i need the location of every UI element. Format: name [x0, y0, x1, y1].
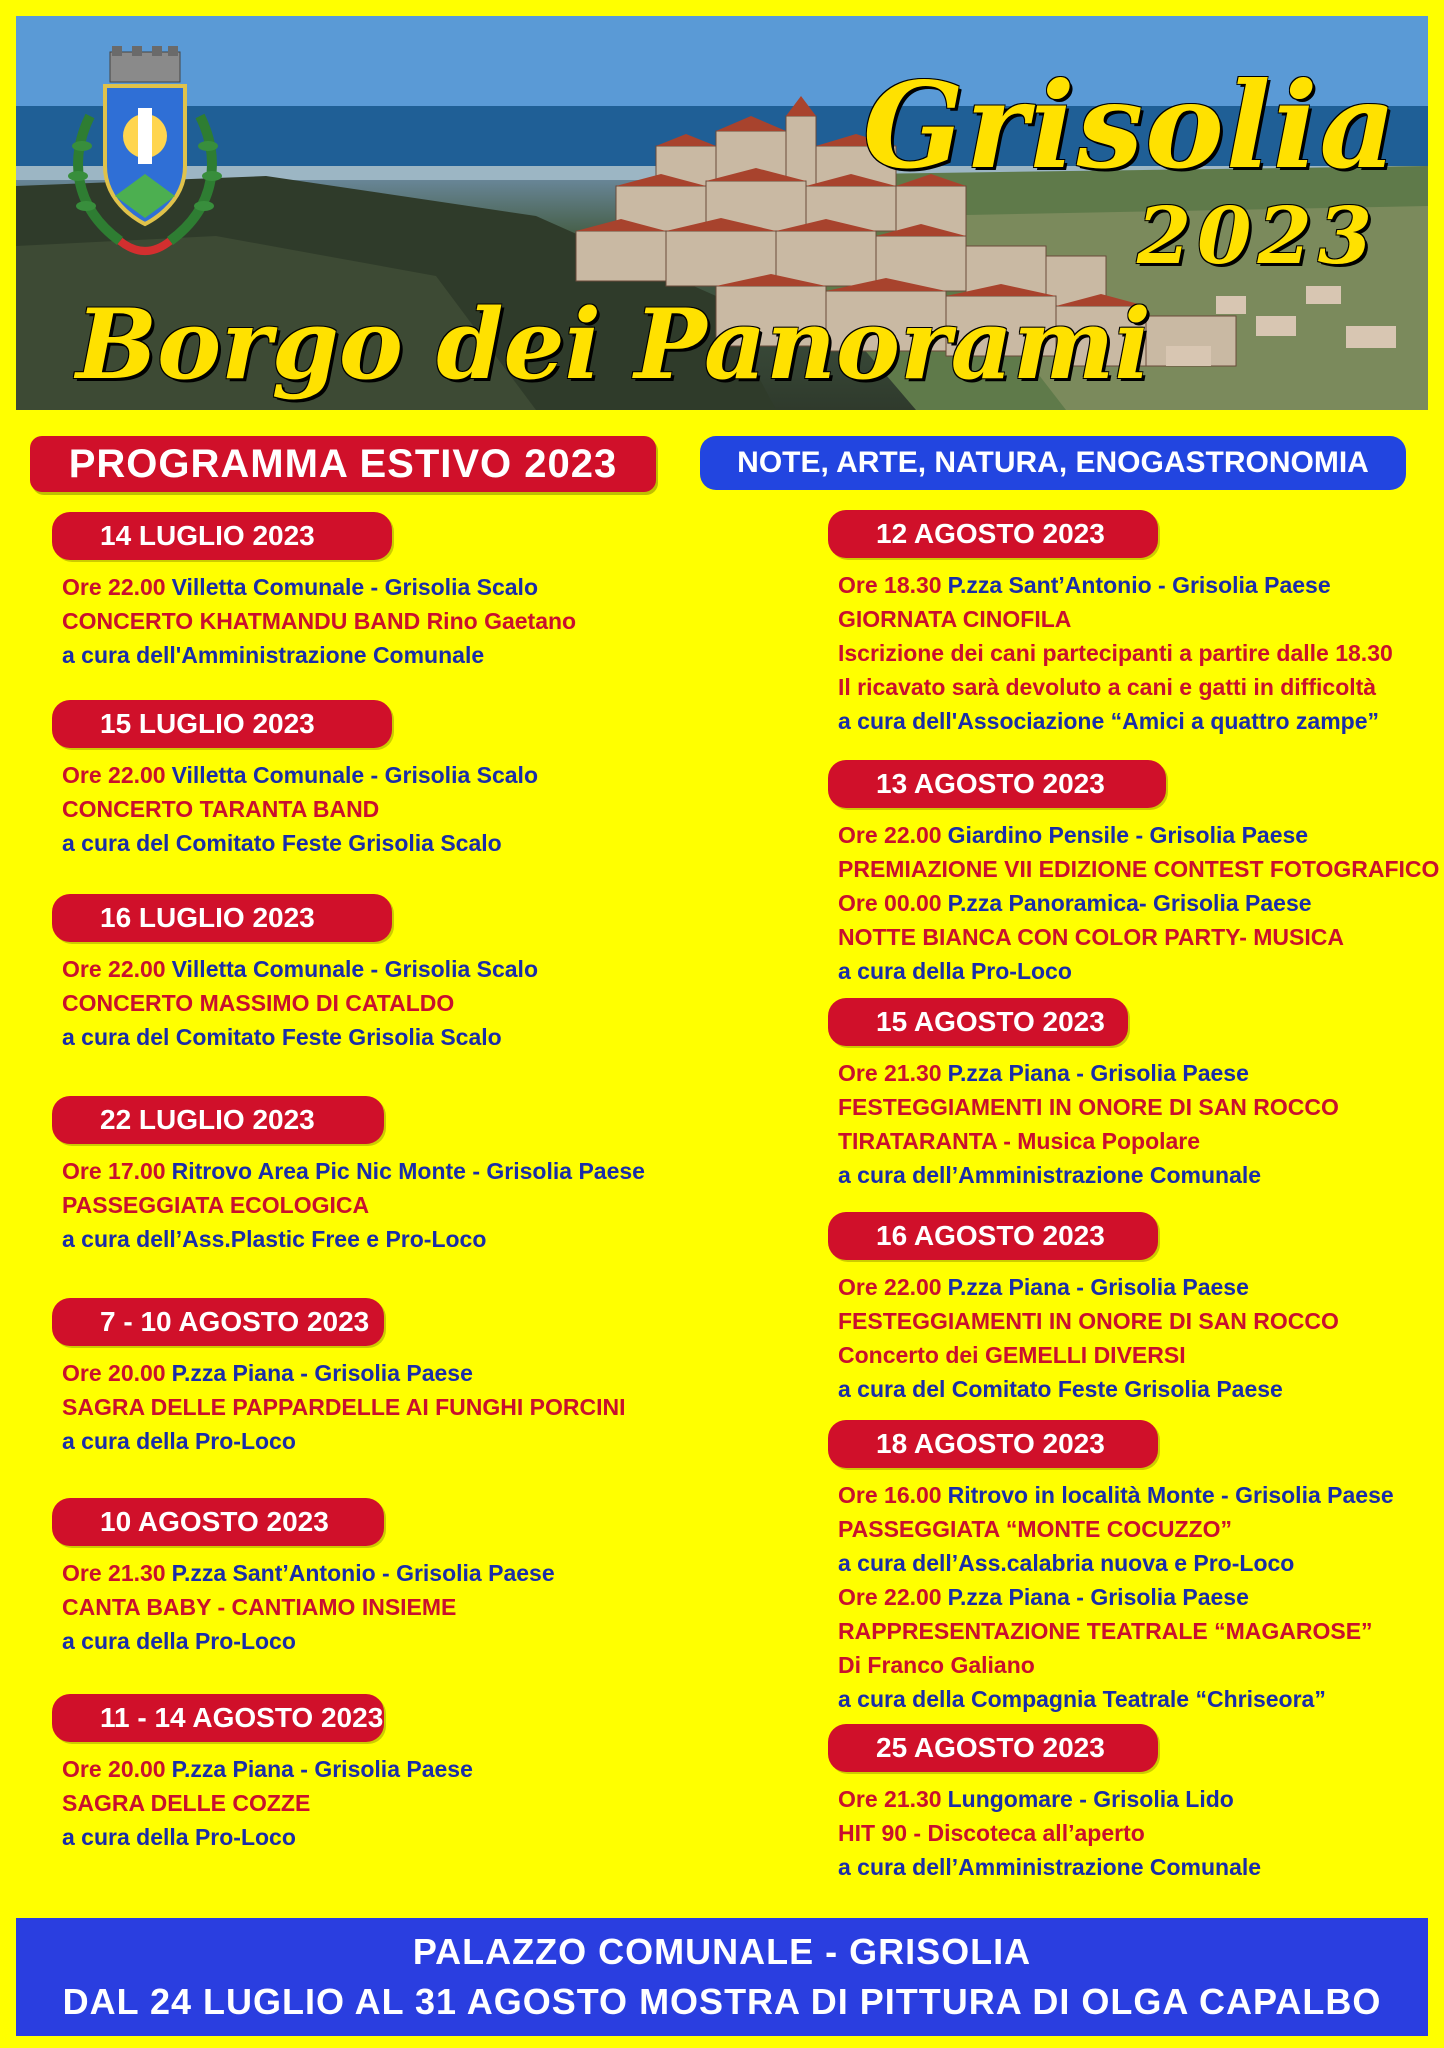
event-line	[838, 1478, 1394, 1512]
event-date: 16 LUGLIO 2023	[52, 894, 392, 942]
event-text: FESTEGGIAMENTI IN ONORE DI SAN ROCCO	[838, 1094, 1339, 1120]
town-title: Grisolia	[862, 56, 1398, 195]
event-line	[838, 1090, 1339, 1124]
left-event-3	[52, 1096, 645, 1256]
event-line	[62, 1786, 473, 1820]
program-title: PROGRAMMA ESTIVO 2023	[30, 436, 656, 492]
event-text: CANTA BABY - CANTIAMO INSIEME	[62, 1594, 457, 1620]
event-text: P.zza Piana - Grisolia Paese	[947, 1060, 1249, 1086]
event-text: RAPPRESENTAZIONE TEATRALE “MAGAROSE”	[838, 1618, 1373, 1644]
event-line	[62, 1556, 555, 1590]
event-time: Ore 21.30	[838, 1060, 942, 1086]
event-line	[62, 1590, 555, 1624]
event-line	[62, 1356, 626, 1390]
event-text: P.zza Piana - Grisolia Paese	[171, 1360, 473, 1386]
event-time: Ore 22.00	[838, 822, 942, 848]
event-line	[62, 1222, 645, 1256]
event-details	[828, 1478, 1394, 1716]
event-line	[838, 1648, 1394, 1682]
event-text: Ritrovo in località Monte - Grisolia Paese	[947, 1482, 1394, 1508]
left-event-4	[52, 1298, 626, 1458]
event-text: SAGRA DELLE COZZE	[62, 1790, 311, 1816]
event-time: Ore 22.00	[62, 574, 166, 600]
event-text: a cura dell’Ass.calabria nuova e Pro-Loco	[838, 1550, 1295, 1576]
event-line	[838, 1580, 1394, 1614]
event-line	[838, 1338, 1339, 1372]
event-time: Ore 16.00	[838, 1482, 942, 1508]
event-text: PREMIAZIONE VII EDIZIONE CONTEST FOTOGRAFICO	[838, 856, 1440, 882]
municipal-crest-icon	[60, 46, 230, 266]
left-event-1	[52, 700, 538, 860]
event-text: a cura dell’Ass.Plastic Free e Pro-Loco	[62, 1226, 487, 1252]
event-line	[62, 1424, 626, 1458]
event-text: P.zza Piana - Grisolia Paese	[947, 1584, 1249, 1610]
event-line	[62, 638, 576, 672]
event-text: Concerto dei GEMELLI DIVERSI	[838, 1342, 1186, 1368]
event-details	[52, 952, 538, 1054]
event-text: a cura del Comitato Feste Grisolia Scalo	[62, 830, 502, 856]
event-text: Di Franco Galiano	[838, 1652, 1035, 1678]
event-details	[52, 758, 538, 860]
event-text: CONCERTO TARANTA BAND	[62, 796, 380, 822]
right-event-4	[828, 1420, 1394, 1716]
event-date: 12 AGOSTO 2023	[828, 510, 1158, 558]
event-text: a cura del Comitato Feste Grisolia Paese	[838, 1376, 1283, 1402]
event-date: 25 AGOSTO 2023	[828, 1724, 1158, 1772]
event-time: Ore 22.00	[838, 1274, 942, 1300]
event-line	[62, 1624, 555, 1658]
slogan-title: Borgo dei Panorami	[76, 288, 1151, 401]
event-details	[52, 1154, 645, 1256]
event-line	[62, 758, 538, 792]
header-banner	[16, 16, 1428, 410]
event-time: Ore 21.30	[62, 1560, 166, 1586]
event-text: a cura della Pro-Loco	[62, 1628, 296, 1654]
event-text: a cura dell'Amministrazione Comunale	[62, 642, 485, 668]
event-text: a cura dell'Associazione “Amici a quattro zampe”	[838, 708, 1380, 734]
event-line	[838, 1850, 1261, 1884]
event-line	[62, 1820, 473, 1854]
event-text: Il ricavato sarà devoluto a cani e gatti in difficoltà	[838, 674, 1377, 700]
event-time: Ore 21.30	[838, 1786, 942, 1812]
event-text: CONCERTO MASSIMO DI CATALDO	[62, 990, 455, 1016]
event-line	[838, 636, 1393, 670]
event-line	[838, 568, 1393, 602]
event-text: a cura della Pro-Loco	[62, 1428, 296, 1454]
event-text: P.zza Piana - Grisolia Paese	[171, 1756, 473, 1782]
footer-banner	[16, 1918, 1428, 2036]
right-event-3	[828, 1212, 1339, 1406]
event-text: PASSEGGIATA ECOLOGICA	[62, 1192, 370, 1218]
event-line	[838, 1158, 1339, 1192]
event-line	[62, 1390, 626, 1424]
event-details	[52, 1356, 626, 1458]
event-text: a cura dell’Amministrazione Comunale	[838, 1162, 1262, 1188]
event-text: a cura del Comitato Feste Grisolia Scalo	[62, 1024, 502, 1050]
event-details	[828, 568, 1393, 738]
event-date: 13 AGOSTO 2023	[828, 760, 1166, 808]
event-text: Villetta Comunale - Grisolia Scalo	[171, 762, 538, 788]
event-text: PASSEGGIATA “MONTE COCUZZO”	[838, 1516, 1232, 1542]
event-date: 11 - 14 AGOSTO 2023	[52, 1694, 384, 1742]
event-line	[838, 1304, 1339, 1338]
event-text: Villetta Comunale - Grisolia Scalo	[171, 574, 538, 600]
event-text: SAGRA DELLE PAPPARDELLE AI FUNGHI PORCINI	[62, 1394, 626, 1420]
footer-exhibition: DAL 24 LUGLIO AL 31 AGOSTO MOSTRA DI PITTURA DI OLGA CAPALBO	[62, 1981, 1382, 2022]
right-event-2	[828, 998, 1339, 1192]
event-text: HIT 90 - Discoteca all’aperto	[838, 1820, 1145, 1846]
event-text: a cura della Pro-Loco	[62, 1824, 296, 1850]
event-line	[838, 670, 1393, 704]
event-line	[838, 852, 1439, 886]
event-date: 7 - 10 AGOSTO 2023	[52, 1298, 384, 1346]
right-event-1	[828, 760, 1439, 988]
event-line	[838, 886, 1439, 920]
right-event-5	[828, 1724, 1261, 1884]
event-line	[62, 570, 576, 604]
event-text: Ritrovo Area Pic Nic Monte - Grisolia Paese	[171, 1158, 645, 1184]
event-text: a cura della Compagnia Teatrale “Chriseora”	[838, 1686, 1326, 1712]
event-time: Ore 22.00	[62, 956, 166, 982]
event-text: TIRATARANTA - Musica Popolare	[838, 1128, 1201, 1154]
event-text: a cura dell’Amministrazione Comunale	[838, 1854, 1262, 1880]
event-date: 14 LUGLIO 2023	[52, 512, 392, 560]
event-text: a cura della Pro-Loco	[838, 958, 1072, 984]
event-text: P.zza Sant’Antonio - Grisolia Paese	[947, 572, 1331, 598]
event-line	[62, 1020, 538, 1054]
event-date: 16 AGOSTO 2023	[828, 1212, 1158, 1260]
left-event-5	[52, 1498, 555, 1658]
event-time: Ore 22.00	[838, 1584, 942, 1610]
event-text: Giardino Pensile - Grisolia Paese	[947, 822, 1309, 848]
event-text: CONCERTO KHATMANDU BAND Rino Gaetano	[62, 608, 577, 634]
event-details	[828, 1056, 1339, 1192]
right-event-0	[828, 510, 1393, 738]
event-line	[62, 1752, 473, 1786]
event-line	[838, 1056, 1339, 1090]
left-event-2	[52, 894, 538, 1054]
left-event-6	[52, 1694, 473, 1854]
event-line	[62, 1154, 645, 1188]
event-line	[838, 1372, 1339, 1406]
event-line	[838, 704, 1393, 738]
left-event-0	[52, 512, 576, 672]
event-line	[838, 920, 1439, 954]
event-text: P.zza Sant’Antonio - Grisolia Paese	[171, 1560, 555, 1586]
event-line	[62, 986, 538, 1020]
event-text: Iscrizione dei cani partecipanti a partire dalle 18.30	[838, 640, 1393, 666]
event-time: Ore 20.00	[62, 1756, 166, 1782]
event-line	[62, 604, 576, 638]
event-line	[838, 1512, 1394, 1546]
event-line	[62, 826, 538, 860]
themes-title: NOTE, ARTE, NATURA, ENOGASTRONOMIA	[700, 436, 1406, 490]
event-line	[838, 1124, 1339, 1158]
event-time: Ore 20.00	[62, 1360, 166, 1386]
event-details	[828, 1270, 1339, 1406]
event-text: Villetta Comunale - Grisolia Scalo	[171, 956, 538, 982]
event-text: P.zza Piana - Grisolia Paese	[947, 1274, 1249, 1300]
event-line	[838, 818, 1439, 852]
event-date: 15 LUGLIO 2023	[52, 700, 392, 748]
event-details	[52, 570, 576, 672]
event-line	[62, 1188, 645, 1222]
event-date: 15 AGOSTO 2023	[828, 998, 1128, 1046]
event-text: GIORNATA CINOFILA	[838, 606, 1072, 632]
event-line	[838, 1546, 1394, 1580]
event-time: Ore 17.00	[62, 1158, 166, 1184]
event-line	[838, 602, 1393, 636]
event-line	[838, 954, 1439, 988]
event-line	[838, 1614, 1394, 1648]
event-text: NOTTE BIANCA CON COLOR PARTY- MUSICA	[838, 924, 1344, 950]
event-line	[62, 952, 538, 986]
event-line	[838, 1782, 1261, 1816]
event-date: 10 AGOSTO 2023	[52, 1498, 384, 1546]
event-line	[838, 1270, 1339, 1304]
event-time: Ore 18.30	[838, 572, 942, 598]
event-line	[838, 1682, 1394, 1716]
year-title: 2023	[1136, 191, 1378, 282]
event-text: Lungomare - Grisolia Lido	[947, 1786, 1234, 1812]
event-date: 18 AGOSTO 2023	[828, 1420, 1158, 1468]
event-time: Ore 22.00	[62, 762, 166, 788]
event-details	[52, 1752, 473, 1854]
event-line	[62, 792, 538, 826]
event-details	[828, 1782, 1261, 1884]
event-date: 22 LUGLIO 2023	[52, 1096, 384, 1144]
event-details	[828, 818, 1439, 988]
event-time: Ore 00.00	[838, 890, 942, 916]
event-text: FESTEGGIAMENTI IN ONORE DI SAN ROCCO	[838, 1308, 1339, 1334]
footer-venue: PALAZZO COMUNALE - GRISOLIA	[412, 1931, 1032, 1972]
event-line	[838, 1816, 1261, 1850]
event-text: P.zza Panoramica- Grisolia Paese	[947, 890, 1312, 916]
event-details	[52, 1556, 555, 1658]
